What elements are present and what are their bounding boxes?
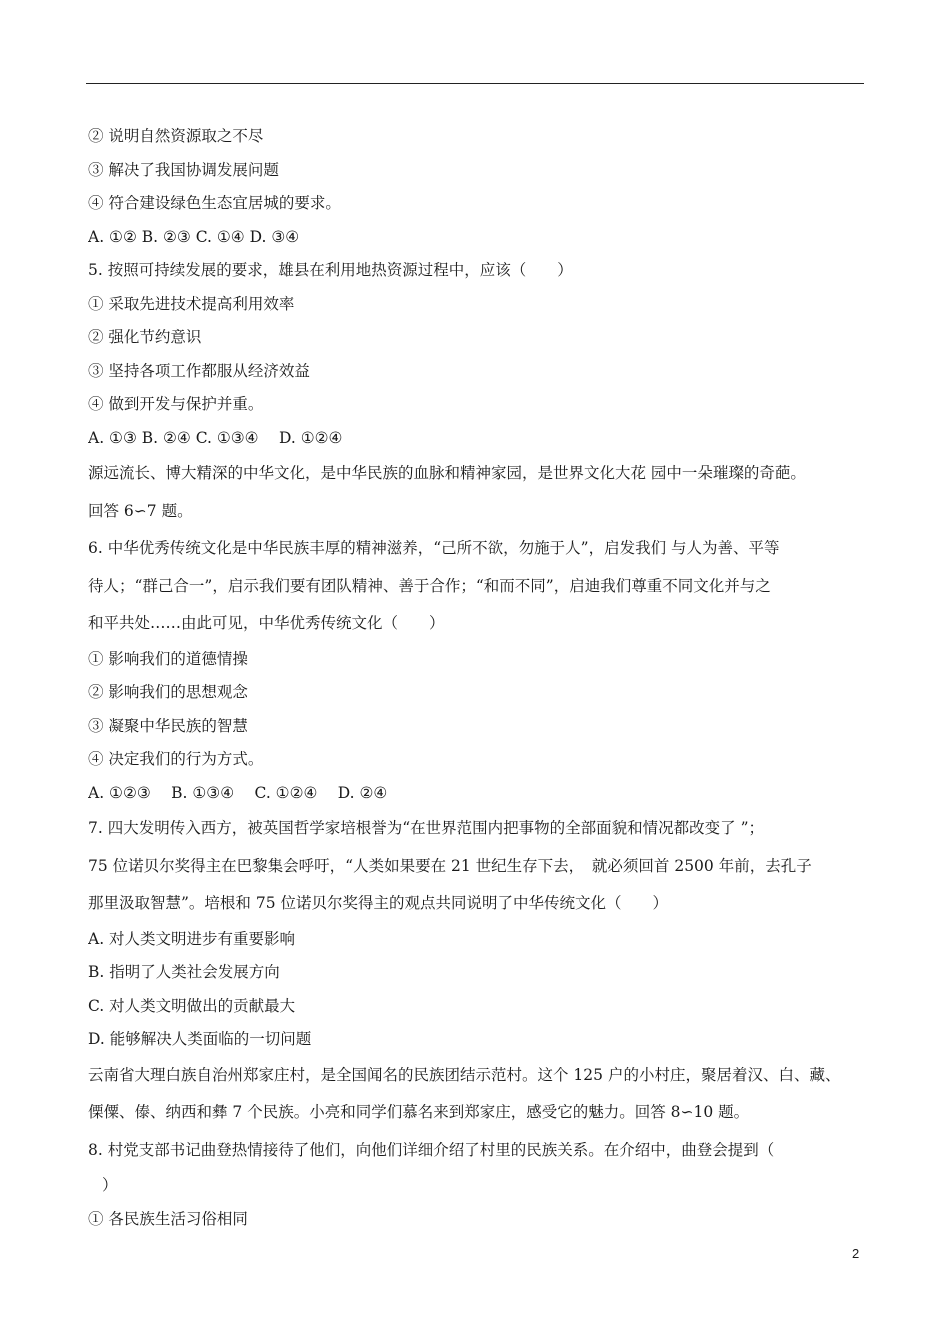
option-line: C. 对人类文明做出的贡献最大: [88, 996, 296, 1015]
answer-choices: A. ①③ B. ②④ C. ①③④ D. ①②④: [88, 428, 343, 447]
question-6: 6. 中华优秀传统文化是中华民族丰厚的精神滋养，“己所不欲，勿施于人”，启发我们 与人为善、平等: [88, 539, 780, 557]
passage-text: 傈僳、傣、纳西和彝 7 个民族。小亮和同学们慕名来到郑家庄，感受它的魅力。回答 8∽10 题。: [88, 1103, 750, 1121]
question-7-cont: 75 位诺贝尔奖得主在巴黎集会呼吁，“人类如果要在 21 世纪生存下去， 就必须回首 2500 年前，去孔子: [88, 856, 812, 875]
passage-text: 回答 6∽7 题。: [88, 501, 193, 520]
option-line: ③ 解决了我国协调发展问题: [88, 160, 279, 179]
option-line: B. 指明了人类社会发展方向: [88, 963, 280, 981]
option-line: ① 采取先进技术提高利用效率: [88, 294, 295, 313]
option-line: ① 各民族生活习俗相同: [88, 1209, 248, 1228]
option-line: D. 能够解决人类面临的一切问题: [88, 1030, 312, 1048]
answer-choices: A. ①②③ B. ①③④ C. ①②④ D. ②④: [88, 783, 388, 802]
header-rule: [86, 83, 864, 84]
option-line: ① 影响我们的道德情操: [88, 649, 248, 668]
question-6-cont: 和平共处……由此可见，中华优秀传统文化（ ）: [88, 614, 445, 632]
page-number: 2: [852, 1246, 860, 1261]
question-8-cont: ）: [102, 1176, 118, 1194]
answer-choices: A. ①② B. ②③ C. ①④ D. ③④: [88, 227, 300, 246]
question-7-cont: 那里汲取智慧”。培根和 75 位诺贝尔奖得主的观点共同说明了中华传统文化（ ）: [88, 894, 669, 912]
option-line: ③ 坚持各项工作都服从经济效益: [88, 361, 310, 380]
option-line: ② 说明自然资源取之不尽: [88, 127, 264, 145]
question-8: 8. 村党支部书记曲登热情接待了他们，向他们详细介绍了村里的民族关系。在介绍中，曲登会提到（: [88, 1140, 775, 1159]
option-line: ③ 凝聚中华民族的智慧: [88, 716, 248, 735]
option-line: ④ 决定我们的行为方式。: [88, 750, 264, 768]
option-line: ② 强化节约意识: [88, 328, 202, 346]
option-line: A. 对人类文明进步有重要影响: [88, 929, 296, 948]
question-6-cont: 待人；“群己合一”，启示我们要有团队精神、善于合作；“和而不同”，启迪我们尊重不同文化并与之: [88, 576, 771, 595]
option-line: ② 影响我们的思想观念: [88, 683, 248, 701]
passage-text: 云南省大理白族自治州郑家庄村，是全国闻名的民族团结示范村。这个 125 户的小村庄，聚居着汉、白、藏、: [88, 1065, 841, 1084]
question-5: 5. 按照可持续发展的要求，雄县在利用地热资源过程中，应该（ ）: [88, 261, 573, 279]
passage-text: 源远流长、博大精深的中华文化，是中华民族的血脉和精神家园，是世界文化大花 园中一朵璀璨的奇葩。: [88, 464, 806, 482]
option-line: ④ 做到开发与保护并重。: [88, 395, 264, 413]
document-body: [88, 120, 866, 1236]
question-7: 7. 四大发明传入西方，被英国哲学家培根誉为“在世界范围内把事物的全部面貌和情况都改变了 ”；: [88, 819, 764, 837]
option-line: ④ 符合建设绿色生态宜居城的要求。: [88, 194, 341, 212]
